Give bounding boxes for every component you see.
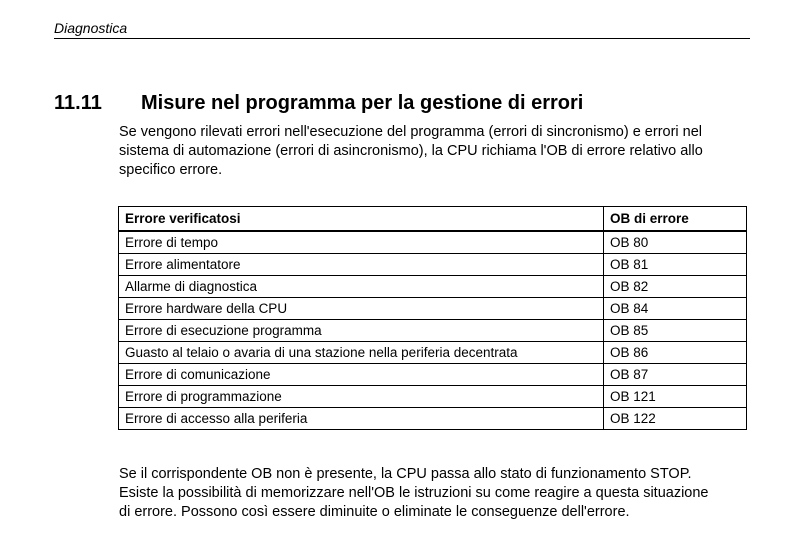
error-cell: Guasto al telaio o avaria di una stazione nella periferia decentrata [119,342,604,364]
ob-cell: OB 84 [604,298,747,320]
ob-cell: OB 80 [604,231,747,254]
outro-line: di errore. Possono così essere diminuite o eliminate le conseguenze dell'errore. [119,504,630,520]
ob-cell: OB 82 [604,276,747,298]
outro-line: Se il corrispondente OB non è presente, la CPU passa allo stato di funzionamento STOP. [119,466,692,482]
table-row [119,342,747,364]
ob-cell: OB 122 [604,408,747,430]
section-number: 11.11 [54,92,102,114]
intro-paragraph [119,123,759,180]
error-cell: Errore di accesso alla periferia [119,408,604,430]
table-row [119,276,747,298]
table-row [119,386,747,408]
column-header-error: Errore verificatosi [119,207,604,232]
error-cell: Errore di comunicazione [119,364,604,386]
section-title: Misure nel programma per la gestione di errori [141,92,584,114]
intro-line: specifico errore. [119,162,223,178]
error-cell: Errore di tempo [119,231,604,254]
ob-cell: OB 85 [604,320,747,342]
section-heading [54,90,754,116]
error-cell: Errore hardware della CPU [119,298,604,320]
ob-cell: OB 87 [604,364,747,386]
table-header-row [119,207,747,232]
table-row [119,364,747,386]
error-cell: Errore di programmazione [119,386,604,408]
error-ob-table [118,206,747,430]
running-header [54,18,750,39]
table-row [119,408,747,430]
ob-cell: OB 121 [604,386,747,408]
table-row [119,298,747,320]
ob-cell: OB 81 [604,254,747,276]
error-cell: Allarme di diagnostica [119,276,604,298]
outro-paragraph [119,465,759,522]
outro-line: Esiste la possibilità di memorizzare nell'OB le istruzioni su come reagire a questa situazione [119,485,709,501]
ob-cell: OB 86 [604,342,747,364]
running-header-title: Diagnostica [54,20,128,36]
table-row [119,320,747,342]
error-cell: Errore alimentatore [119,254,604,276]
intro-line: sistema di automazione (errori di asincronismo), la CPU richiama l'OB di errore relativo allo [119,143,703,159]
error-cell: Errore di esecuzione programma [119,320,604,342]
table-row [119,254,747,276]
table-row [119,231,747,254]
intro-line: Se vengono rilevati errori nell'esecuzione del programma (errori di sincronismo) e errori nel [119,124,703,140]
column-header-ob: OB di errore [604,207,747,232]
